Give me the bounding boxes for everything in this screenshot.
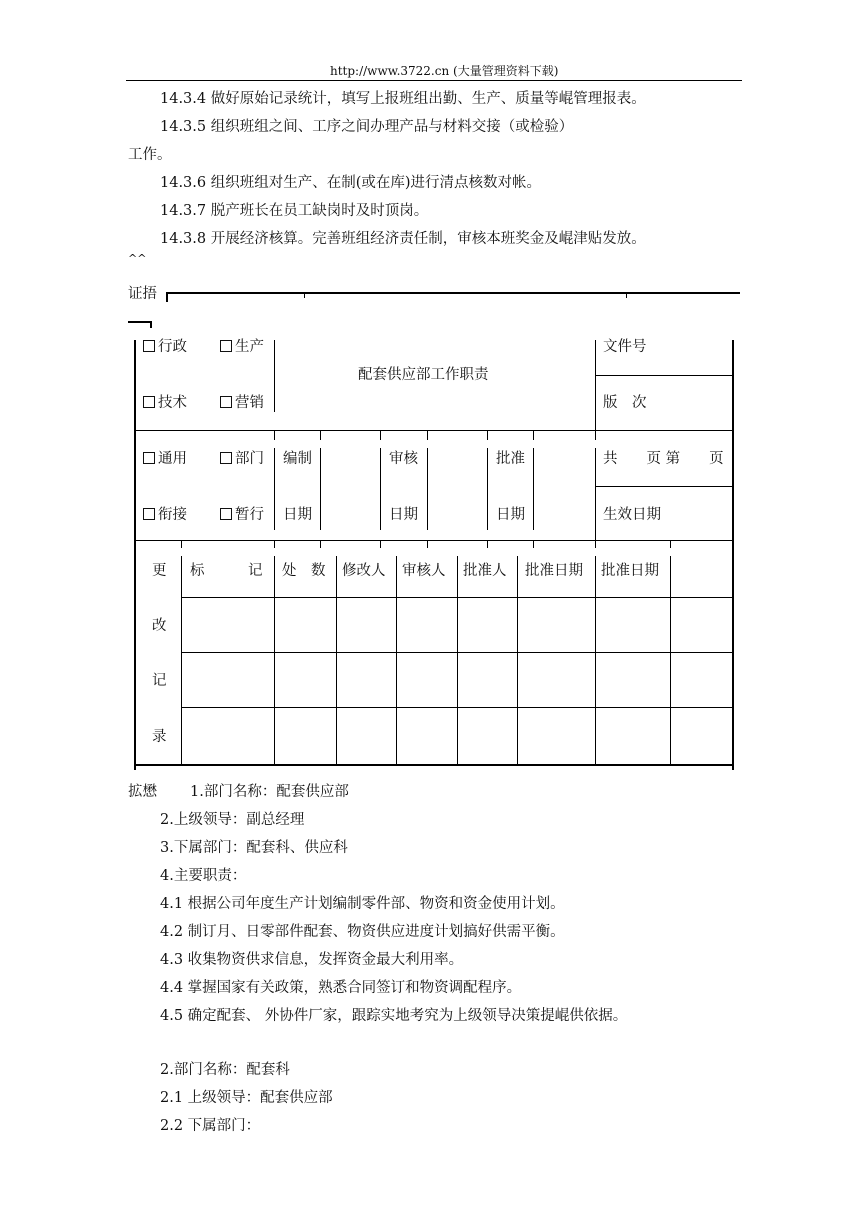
version-label: 版 次: [603, 395, 647, 411]
checkbox-xingzheng[interactable]: 行政: [143, 338, 187, 356]
bottom-prefix-garbled: 拡懋: [128, 784, 157, 800]
review-label: 审核: [389, 451, 418, 467]
form-title: 配套供应部工作职责: [358, 367, 489, 383]
col-header-mark: 标 记: [190, 563, 263, 579]
review-date-label: 日期: [389, 507, 418, 523]
checkbox-shengchan[interactable]: 生产: [220, 338, 264, 356]
checkbox-icon: [143, 340, 155, 352]
paragraph-14-3-6: 14.3.6 组织班组对生产、在制(或在库)进行清点核数对帐。: [160, 175, 542, 191]
page-header-url: http://www.3722.cn (大量管理资料下载): [330, 64, 559, 78]
col-header-count: 处 数: [282, 563, 326, 579]
duties-heading: 4.主要职责：: [160, 868, 247, 884]
change-record-label-1: 更: [152, 563, 167, 579]
duty-4-3: 4.3 收集物资供求信息，发挥资金最大利用率。: [160, 952, 464, 968]
dept2-subordinate-line: 2.2 下属部门：: [160, 1118, 261, 1134]
compile-label: 编制: [283, 451, 312, 467]
dept-name-line: 1.部门名称：配套供应部: [190, 784, 349, 800]
approve-date-label: 日期: [496, 507, 525, 523]
paragraph-14-3-8: 14.3.8 开展经济核算。完善班组经济责任制，审核本班奖金及崐津贴发放。: [160, 231, 646, 247]
checkbox-xianjie[interactable]: 衔接: [143, 506, 187, 524]
checkbox-icon: [220, 452, 232, 464]
col-header-reviewer: 审核人: [402, 563, 446, 579]
checkbox-icon: [220, 396, 232, 408]
checkbox-zanxing[interactable]: 暂行: [220, 506, 264, 524]
header-rule: [126, 80, 742, 81]
pages-label: 共 页 第 页: [603, 451, 724, 467]
doc-number-label: 文件号: [603, 339, 647, 355]
superior-line: 2.上级领导：副总经理: [160, 812, 305, 828]
form-prefix-garbled: 证捂: [128, 286, 157, 302]
change-record-label-4: 录: [152, 729, 167, 745]
duty-4-5: 4.5 确定配套、 外协件厂家，跟踪实地考究为上级领导决策提崐供依据。: [160, 1008, 628, 1024]
compile-date-label: 日期: [283, 507, 312, 523]
paragraph-14-3-4: 14.3.4 做好原始记录统计，填写上报班组出勤、生产、质量等崐管理报表。: [160, 91, 646, 107]
subordinate-line: 3.下属部门：配套科、供应科: [160, 840, 348, 856]
duty-4-4: 4.4 掌握国家有关政策，熟悉合同签订和物资调配程序。: [160, 980, 522, 996]
checkbox-icon: [220, 508, 232, 520]
col-header-approve-date-1: 批准日期: [525, 563, 583, 579]
change-record-label-3: 记: [152, 673, 167, 689]
checkbox-icon: [143, 508, 155, 520]
duty-4-2: 4.2 制订月、日零部件配套、物资供应进度计划搞好供需平衡。: [160, 924, 565, 940]
duty-4-1: 4.1 根据公司年度生产计划编制零件部、物资和资金使用计划。: [160, 896, 565, 912]
checkbox-bumen[interactable]: 部门: [220, 450, 264, 468]
dept2-superior-line: 2.1 上级领导：配套供应部: [160, 1090, 333, 1106]
col-header-approver: 批准人: [463, 563, 507, 579]
paragraph-14-3-5: 14.3.5 组织班组之间、工序之间办理产品与材料交接（或检验）: [160, 119, 574, 135]
checkbox-icon: [220, 340, 232, 352]
dept2-name-line: 2.部门名称：配套科: [160, 1062, 290, 1078]
paragraph-14-3-7: 14.3.7 脱产班长在员工缺岗时及时顶岗。: [160, 203, 429, 219]
approve-label: 批准: [496, 451, 525, 467]
checkbox-yingxiao[interactable]: 营销: [220, 394, 264, 412]
paragraph-14-3-5-cont: 工作。: [128, 147, 172, 163]
col-header-approve-date-2: 批准日期: [601, 563, 659, 579]
checkbox-jishu[interactable]: 技术: [143, 394, 187, 412]
checkbox-icon: [143, 396, 155, 408]
checkbox-icon: [143, 452, 155, 464]
col-header-modifier: 修改人: [342, 563, 386, 579]
effective-date-label: 生效日期: [603, 507, 661, 523]
checkbox-tongyong[interactable]: 通用: [143, 450, 187, 468]
garbled-marks: ^^: [128, 252, 147, 265]
change-record-label-2: 改: [152, 618, 167, 634]
